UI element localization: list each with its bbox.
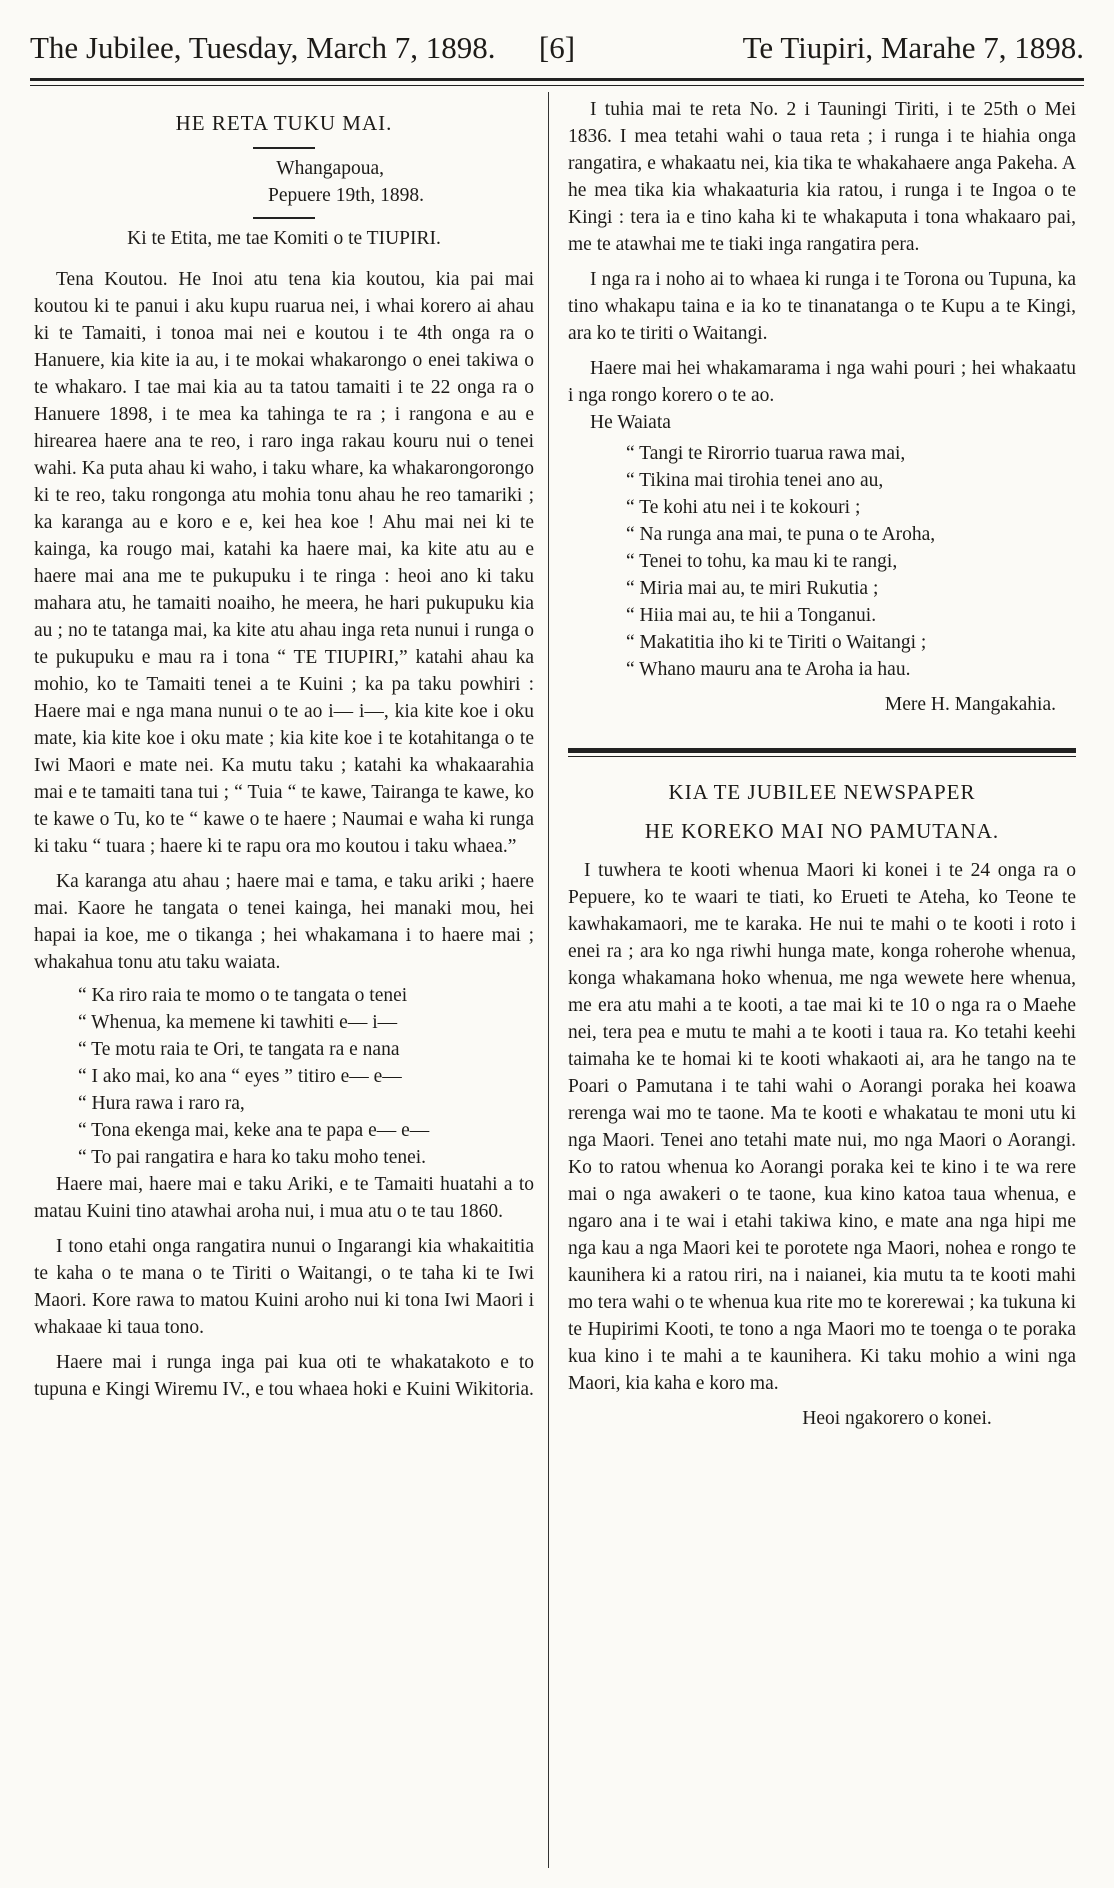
waiata-line: “ Tikina mai tirohia tenei ano au, [626, 470, 884, 491]
poem-line: “ Whenua, ka memene ki tawhiti e— i— [78, 1012, 398, 1033]
letter-paragraph-2: Ka karanga atu ahau ; haere mai e tama, e taku ariki ; haere mai. Kaore he tangata o tenei kainga, hei manaki mou, hei hapai ia koe, me o tikanga ; hei whakamana i to haere mai ; whakahua tonu atu taku waiata. [34, 871, 534, 973]
column-divider [548, 92, 549, 1868]
right-column [568, 100, 1076, 1432]
header-rule [30, 78, 1084, 81]
poem-line: “ Ka riro raia te momo o te tangata o tenei [78, 985, 408, 1006]
date-rule [253, 217, 315, 219]
waiata-line: “ Whano mauru ana te Aroha ia hau. [626, 659, 911, 680]
left-column [34, 100, 534, 1403]
page-header [30, 22, 1084, 70]
header-right: Te Tiupiri, Marahe 7, 1898. [742, 30, 1084, 65]
letter-salutation: Ki te Etita, me tae Komiti o te TIUPIRI. [127, 228, 441, 249]
page-number: [6] [538, 30, 576, 65]
letter-signature: Mere H. Mangakahia. [884, 694, 1056, 715]
letter-paragraph-1: Tena Koutou. He Inoi atu tena kia koutou, kia pai mai koutou ki te panui i aku kupu ruarua nei, i whai korero ai ahau ki te Tamaiti, i tonoa mai nei e koutou i te 4th onga ra o Hanuere, kia kite ia au, i te mokai whakarongo o enei takiwa o te whakaro. I tae mai kia au ta tatou tamaiti i te 22 onga ra o Hanuere 1898, i te mea ka tahinga te ra ; i rangona e au e hirearea haere ana te reo, i raro inga rakau kouru nui o tenei wahi. Ka puta ahau ki waho, i taku whare, ka whakarongorongo ki te reo, taku rongonga atu mohia tonu ahau he reo tamariki ; ka karanga au e koro e e, kei hea koe ! Ahu mai nei ki te kainga, ka rougo mai, katahi ka haere mai, ka kite atu au e haere mai ana me te pukupuku i te ringa : heoi ano ki taku mahara atu, he tamaiti noaiho, he meera, he hari pukupuku kia au ; no te tatanga mai, ka kite atu ahau inga reta nunui i runga o te pukupuku e mau ra i tona “ TE TIUPIRI,” katahi ahau ka mohio, ko te Tamaiti tenei a te Kuini ; ka pa taku powhiri : Haere mai e nga mana nunui o te ao i— i—, kia kite koe i oku mate, kia kite koe i oku mate ; kia kite koe i te kotahitanga o te Iwi Maori e mate nei. Ka mutu taku ; katahi ka whakaarahia mai e te tamaiti tana tui ; “ Tuia “ te kawe, Tairanga te kawe, ko te kawe o Tu, ko te “ kawe o te haere ; Naumai e waha ki runga ki taku “ tuara ; haere ki te rapu ora mo koutou i taku whaea.” [34, 269, 534, 857]
waiata-line: “ Te kohi atu nei i te kokouri ; [626, 497, 861, 518]
article-title: KIA TE JUBILEE NEWSPAPER [668, 780, 976, 804]
letter-date: Pepuere 19th, 1898. [268, 185, 424, 206]
title-rule [253, 147, 315, 149]
poem-line: “ Te motu raia te Ori, te tangata ra e nana [78, 1039, 400, 1060]
poem-line: “ Hura rawa i raro ra, [78, 1093, 245, 1114]
article-paragraph: I tuwhera te kooti whenua Maori ki konei i te 24 onga ra o Pepuere, ko te waari te tiati, ko Erueti te Ateha, ko Teone te kawhakamaori, me te karaka. He nui te mahi o te kooti i roto i enei ra ; ara ko nga riwhi hunga mate, konga roherohe whenua, konga whakamana hoko whenua, me nga wewete here whenua, me era atu mahi a te kooti, a tae mai ki te 10 o nga ra o Maehe nei, tera pea e mutu te mahi a te kooti i taua ra. Ko tetahi keehi taimaha ke te homai ki te kooti whakaoti ai, ara he tango na te Poari o Pamutana i te tahi wahi o Aorangi poraka hei koawa rerenga wai mo te taone. Ma te kooti e whakatau te moni utu ki nga Maori. Tenei ano tetahi mate nui, mo nga Maori o Aorangi. Ko to ratou whenua ko Aorangi poraka kei te kino i te wa rere mai o nga awakeri o te taone, kua kino katoa taua whenua, e ngaro ana i te wai i etahi takiwa kino, e mate ana nga hipi me nga kau a nga Maori kei te porotete nga Maori, nohea e rongo te kauniherа ki a ratou riri, na i naianei, kia mutu ta te kooti mahi mo tera wahi o te whenua kua rite mo te korerewai ; ka tukuna ki te Hupirimi Kooti, te tono a nga Maori mo te toenga o te poraka kua kino i te mahi a te kaunihera. Ki taku mohio a wini nga Maori, kia kaha e koro ma. [568, 860, 1076, 1394]
letter-paragraph-7: I nga ra i noho ai to whaea ki runga i te Torona ou Tupuna, ka tino whakapu taina e ia ko te tinanatanga o te Kupu a te Kingi, ara ko te tiriti o Waitangi. [568, 269, 1076, 344]
waiata-line: “ Makatitia iho ki te Tiriti o Waitangi ; [626, 632, 927, 653]
letter-title: HE RETA TUKU MAI. [175, 111, 393, 135]
article-closing: Heoi ngakorero o konei. [802, 1408, 992, 1429]
letter-paragraph-8: Haere mai hei whakamarama i nga wahi pouri ; hei whakaatu i nga rongo korero o te ao. [568, 358, 1076, 406]
waiata-line: “ Na runga ana mai, te puna o te Aroha, [626, 524, 936, 545]
letter-paragraph-3: Haere mai, haere mai e taku Ariki, e te Tamaiti huatahi a to matau Kuini tino atawhai aroha nui, i mua atu o te tau 1860. [34, 1174, 534, 1222]
section-rule-thin [568, 756, 1076, 757]
poem [34, 982, 534, 1171]
poem-line: “ I ako mai, ko ana “ eyes ” titiro e— e— [78, 1066, 402, 1087]
waiata-line: “ Miria mai au, te miri Rukutia ; [626, 578, 879, 599]
waiata-title: He Waiata [590, 412, 671, 433]
article-subtitle: HE KOREKO MAI NO PAMUTANA. [644, 819, 1000, 843]
letter-place: Whangapoua, [276, 158, 384, 179]
waiata-line: “ Tangi te Rirorrio tuarua rawa mai, [626, 443, 906, 464]
letter-paragraph-5: Haere mai i runga inga pai kua oti te whakatakoto e to tupuna e Kingi Wiremu IV., e tou whaea hoki e Kuini Wikitoria. [34, 1352, 534, 1400]
header-rule-thin [30, 85, 1084, 86]
waiata-line: “ Tenei to tohu, ka mau ki te rangi, [626, 551, 898, 572]
poem-line: “ Tona ekenga mai, keke ana te papa e— e— [78, 1120, 430, 1141]
waiata [568, 440, 1076, 683]
header-left: The Jubilee, Tuesday, March 7, 1898. [30, 30, 496, 65]
letter-paragraph-6: I tuhia mai te reta No. 2 i Tauningi Tiriti, i te 25th o Mei 1836. I mea tetahi wahi o taua reta ; i runga i te hiahia onga rangatira, e whakaatu nei, kia tika te whakahaere anga Pakeha. A he mea tika kia whakaaturia kia ratou, i runga i te Ingoa o te Kingi : tera ia e tino kaha ki te whakaputa i tona whakaaro pai, me te atawhai me te tiaki inga rangatira pera. [568, 99, 1076, 255]
waiata-line: “ Hiia mai au, te hii a Tonganui. [626, 605, 877, 626]
letter-paragraph-4: I tono etahi onga rangatira nunui o Ingarangi kia whakaititia te kaha o te mana o te Tiriti o Waitangi, o te taha ki te Iwi Maori. Kore rawa to matou Kuini aroho nui ki tona Iwi Maori i whakaae ki taua tono. [34, 1236, 534, 1338]
section-rule-thick [568, 748, 1076, 753]
poem-line: “ To pai rangatira e hara ko taku moho tenei. [78, 1147, 427, 1168]
